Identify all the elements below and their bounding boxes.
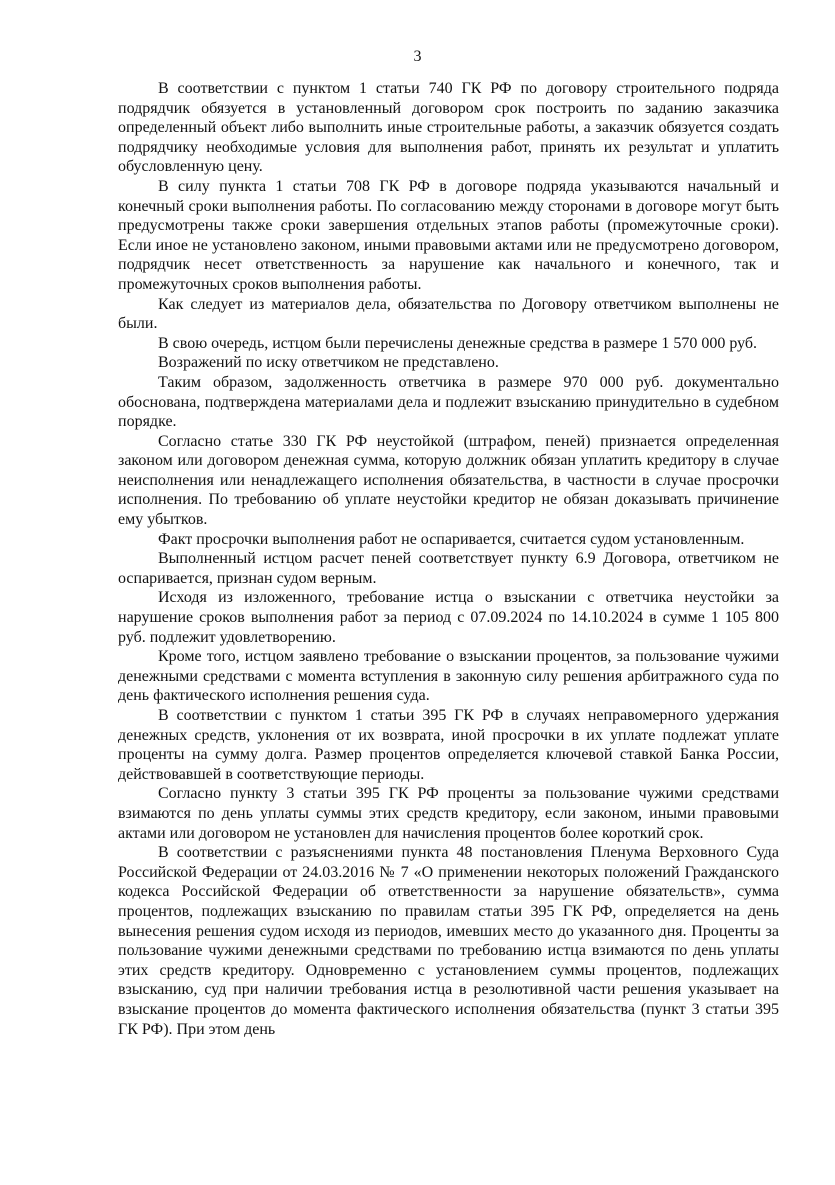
paragraph-delay-fact: Факт просрочки выполнения работ не оспаривается, считается судом установленным. (158, 530, 745, 548)
paragraph-article-740: В соответствии с пунктом 1 статьи 740 ГК РФ по договору строительного подряда подрядчик обязуется в установленный договором срок построить по заданию заказчика определенный объект либо выполнить иные строительные работы, а заказчик обязуется создать подрядчику необходимые условия для выполнения работ, принять их результат и уплатить обусловленную цену. (118, 80, 779, 176)
paragraph-no-objections: Возражений по иску ответчиком не представлено. (158, 354, 499, 372)
paragraph-article-395-p3: Согласно пункту 3 статьи 395 ГК РФ проценты за пользование чужими средствами взимаются по день уплаты суммы этих средств кредитору, если законом, иными правовыми актами или договором не установлен для начисления процентов более короткий срок. (118, 785, 779, 842)
paragraph-funds-transferred: В свою очередь, истцом были перечислены денежные средства в размере 1 570 000 руб. (158, 334, 758, 352)
paragraph-article-330: Согласно статье 330 ГК РФ неустойкой (штрафом, пеней) признается определенная законом или договором денежная сумма, которую должник обязан уплатить кредитору в случае неисполнения или ненадлежащего исполнения обязательства, в частности в случае просрочки исполнения. По требованию об уплате неустойки кредитор не обязан доказывать причинение ему убытков. (118, 432, 779, 529)
paragraph-article-395-p1: В соответствии с пунктом 1 статьи 395 ГК РФ в случаях неправомерного удержания денежных средств, уклонения от их возврата, иной просрочки в их уплате подлежат уплате проценты на сумму долга. Размер процентов определяется ключевой ставкой Банка России, действовавшей в соответствующие периоды. (118, 707, 779, 783)
paragraph-penalty-calculation: Выполненный истцом расчет пеней соответствует пункту 6.9 Договора, ответчиком не оспаривается, признан судом верным. (118, 550, 779, 587)
paragraph-obligations-not-fulfilled: Как следует из материалов дела, обязательства по Договору ответчиком выполнены не были. (118, 295, 779, 333)
paragraph-plenum-48: В соответствии с разъяснениями пункта 48 постановления Пленума Верховного Суда Российской Федерации от 24.03.2016 № 7 «О применении некоторых положений Гражданского кодекса Российской Федерации об ответственности за нарушение обязательств», сумма процентов, подлежащих взысканию по правилам статьи 395 ГК РФ, определяется на день вынесения решения судом исходя из периодов, имевших место до указанного дня. Проценты за пользование чужими денежными средствами по требованию истца взимаются по день уплаты этих средств кредитору. Одновременно с установлением суммы процентов, подлежащих взысканию, суд при наличии требования истца в резолютивной части решения указывает на взыскание процентов до момента фактического исполнения обязательства (пункт 3 статьи 395 ГК РФ). При этом день (118, 844, 779, 1038)
page-number: 3 (413, 48, 422, 65)
paragraph-debt-amount: Таким образом, задолженность ответчика в размере 970 000 руб. документально обоснована, подтверждена материалами дела и подлежит взысканию принудительно в судебном порядке. (118, 373, 779, 431)
paragraph-article-708: В силу пункта 1 статьи 708 ГК РФ в договоре подряда указываются начальный и конечный сроки выполнения работы. По согласованию между сторонами в договоре могут быть предусмотрены также сроки завершения отдельных этапов работы (промежуточные сроки). Если иное не установлено законом, иными правовыми актами или не предусмотрено договором, подрядчик несет ответственность за нарушение как начального и конечного, так и промежуточных сроков выполнения работы. (118, 177, 779, 293)
document-body (118, 79, 779, 1039)
paragraph-penalty-claim: Исходя из изложенного, требование истца о взыскании с ответчика неустойки за нарушение сроков выполнения работ за период с 07.09.2024 по 14.10.2024 в сумме 1 105 800 руб. подлежит удовлетворению. (118, 589, 779, 646)
paragraph-interest-claim: Кроме того, истцом заявлено требование о взыскании процентов, за пользование чужими денежными средствами с момента вступления в законную силу решения арбитражного суда по день фактического исполнения решения суда. (118, 648, 779, 705)
